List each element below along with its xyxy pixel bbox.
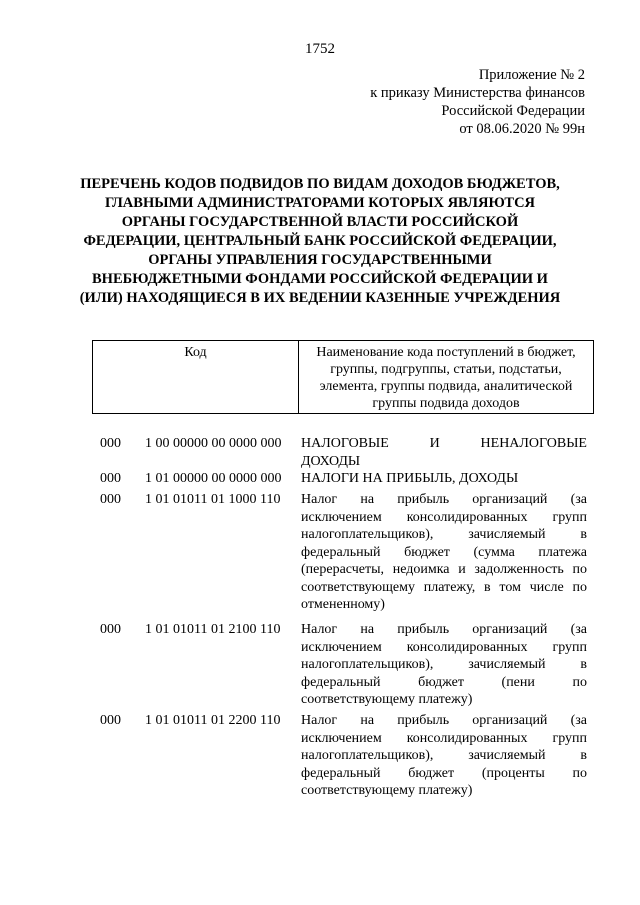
title-line: (ИЛИ) НАХОДЯЩИЕСЯ В ИХ ВЕДЕНИИ КАЗЕННЫЕ УЧРЕЖДЕНИЯ: [79, 290, 561, 306]
word: ДОХОДЫ: [301, 453, 361, 469]
word: по: [572, 674, 587, 690]
word: на: [360, 622, 375, 637]
word: групп: [552, 509, 587, 525]
income-name-line: [301, 544, 587, 562]
word: (сумма: [473, 544, 515, 560]
income-name-line: [301, 435, 587, 453]
word: зачисляемый: [468, 527, 546, 542]
appendix-line: Российской Федерации: [441, 103, 585, 119]
word: соответствующему: [301, 579, 415, 595]
admin-code: 000: [100, 436, 121, 451]
word: прибыль: [397, 622, 450, 637]
word: Налог: [301, 492, 338, 507]
income-name: [301, 435, 587, 470]
income-name: [301, 621, 587, 709]
word: бюджет: [418, 674, 464, 690]
word: по: [572, 579, 587, 595]
word: задолженность: [474, 562, 564, 577]
income-code: 1 01 00000 00 0000 000: [145, 471, 282, 486]
word: (за: [570, 492, 587, 507]
header-name-line: Наименование кода поступлений в бюджет,: [316, 345, 576, 360]
income-name-line: [301, 765, 587, 783]
income-name-line: [301, 579, 587, 597]
income-name-line: [301, 470, 587, 488]
word: на: [360, 713, 375, 728]
word: Налог: [301, 622, 338, 637]
word: налогоплательщиков),: [301, 527, 434, 542]
word: НАЛОГИ НА ПРИБЫЛЬ, ДОХОДЫ: [301, 471, 519, 486]
word: федеральный: [301, 544, 381, 560]
word: И: [429, 436, 440, 451]
income-name: [301, 491, 587, 614]
word: групп: [552, 639, 587, 655]
title-line: ОРГАНЫ УПРАВЛЕНИЯ ГОСУДАРСТВЕННЫМИ: [148, 252, 492, 268]
income-name: [301, 470, 587, 488]
income-name-line: [301, 561, 587, 579]
word: платежу,: [423, 579, 476, 595]
word: в: [484, 579, 491, 595]
word: (проценты: [481, 765, 545, 781]
word: в: [580, 657, 587, 672]
word: консолидированных: [406, 639, 528, 655]
word: числе: [529, 579, 564, 595]
word: федеральный: [301, 765, 381, 781]
appendix-line: от 08.06.2020 № 99н: [459, 121, 585, 137]
income-name-line: [301, 730, 587, 748]
word: платежа: [538, 544, 587, 560]
word: прибыль: [397, 713, 450, 728]
word: исключением: [301, 730, 382, 746]
document-title: [60, 175, 580, 308]
admin-code: 000: [100, 471, 121, 486]
word: федеральный: [301, 674, 381, 690]
income-name-line: [301, 621, 587, 639]
word: прибыль: [397, 492, 450, 507]
word: (пени: [501, 674, 535, 690]
income-name-line: [301, 691, 587, 709]
word: на: [360, 492, 375, 507]
word: соответствующему платежу): [301, 783, 473, 798]
header-name-cell: [299, 344, 593, 412]
word: организаций: [472, 622, 548, 637]
word: налогоплательщиков),: [301, 657, 434, 672]
word: (за: [570, 622, 587, 637]
word: НЕНАЛОГОВЫЕ: [480, 436, 587, 451]
income-name: [301, 712, 587, 800]
income-name-line: [301, 639, 587, 657]
income-name-line: [301, 782, 587, 800]
income-name-line: [301, 596, 587, 614]
income-name-line: [301, 712, 587, 730]
word: соответствующему платежу): [301, 692, 473, 707]
word: зачисляемый: [468, 748, 546, 763]
word: недоимка: [392, 562, 450, 577]
word: организаций: [472, 492, 548, 507]
title-line: ПЕРЕЧЕНЬ КОДОВ ПОДВИДОВ ПО ВИДАМ ДОХОДОВ БЮДЖЕТОВ,: [80, 176, 560, 192]
income-name-line: [301, 747, 587, 765]
income-code: 1 01 01011 01 1000 110: [145, 492, 281, 507]
word: НАЛОГОВЫЕ: [301, 436, 389, 451]
income-code: 1 01 01011 01 2200 110: [145, 713, 281, 728]
title-line: ФЕДЕРАЦИИ, ЦЕНТРАЛЬНЫЙ БАНК РОССИЙСКОЙ ФЕДЕРАЦИИ,: [83, 233, 557, 249]
word: исключением: [301, 509, 382, 525]
income-code: 1 01 01011 01 2100 110: [145, 622, 281, 637]
word: том: [499, 579, 521, 595]
admin-code: 000: [100, 713, 121, 728]
title-line: ГЛАВНЫМИ АДМИНИСТРАТОРАМИ КОТОРЫХ ЯВЛЯЮТСЯ: [104, 195, 536, 211]
word: (за: [570, 713, 587, 728]
admin-code: 000: [100, 622, 121, 637]
title-line: ВНЕБЮДЖЕТНЫМИ ФОНДАМИ РОССИЙСКОЙ ФЕДЕРАЦИИ И: [92, 271, 548, 287]
income-name-line: [301, 674, 587, 692]
word: в: [580, 527, 587, 542]
title-line: ОРГАНЫ ГОСУДАРСТВЕННОЙ ВЛАСТИ РОССИЙСКОЙ: [121, 214, 519, 230]
income-name-line: [301, 453, 587, 471]
income-name-line: [301, 526, 587, 544]
word: (перерасчеты,: [301, 562, 385, 577]
income-name-line: [301, 509, 587, 527]
word: исключением: [301, 639, 382, 655]
word: зачисляемый: [468, 657, 546, 672]
word: консолидированных: [406, 730, 528, 746]
word: в: [580, 748, 587, 763]
income-name-line: [301, 656, 587, 674]
word: консолидированных: [406, 509, 528, 525]
word: и: [458, 562, 466, 577]
word: бюджет: [404, 544, 450, 560]
appendix-reference: [285, 66, 585, 138]
header-name-line: элемента, группы подвида, аналитической: [319, 379, 573, 394]
page-number: 1752: [305, 41, 335, 57]
appendix-line: к приказу Министерства финансов: [370, 85, 585, 101]
appendix-line: Приложение № 2: [478, 67, 585, 83]
admin-code: 000: [100, 492, 121, 507]
word: налогоплательщиков),: [301, 748, 434, 763]
word: по: [572, 765, 587, 781]
word: отмененному): [301, 597, 385, 612]
header-name-line: группы подвида доходов: [372, 396, 520, 411]
header-code-cell: Код: [184, 345, 207, 360]
header-name-line: группы, подгруппы, статьи, подстатьи,: [330, 362, 562, 377]
table-header: [92, 340, 594, 414]
word: Налог: [301, 713, 338, 728]
word: групп: [552, 730, 587, 746]
word: бюджет: [408, 765, 455, 781]
income-name-line: [301, 491, 587, 509]
income-code: 1 00 00000 00 0000 000: [145, 436, 282, 451]
word: по: [572, 562, 587, 577]
word: организаций: [472, 713, 548, 728]
